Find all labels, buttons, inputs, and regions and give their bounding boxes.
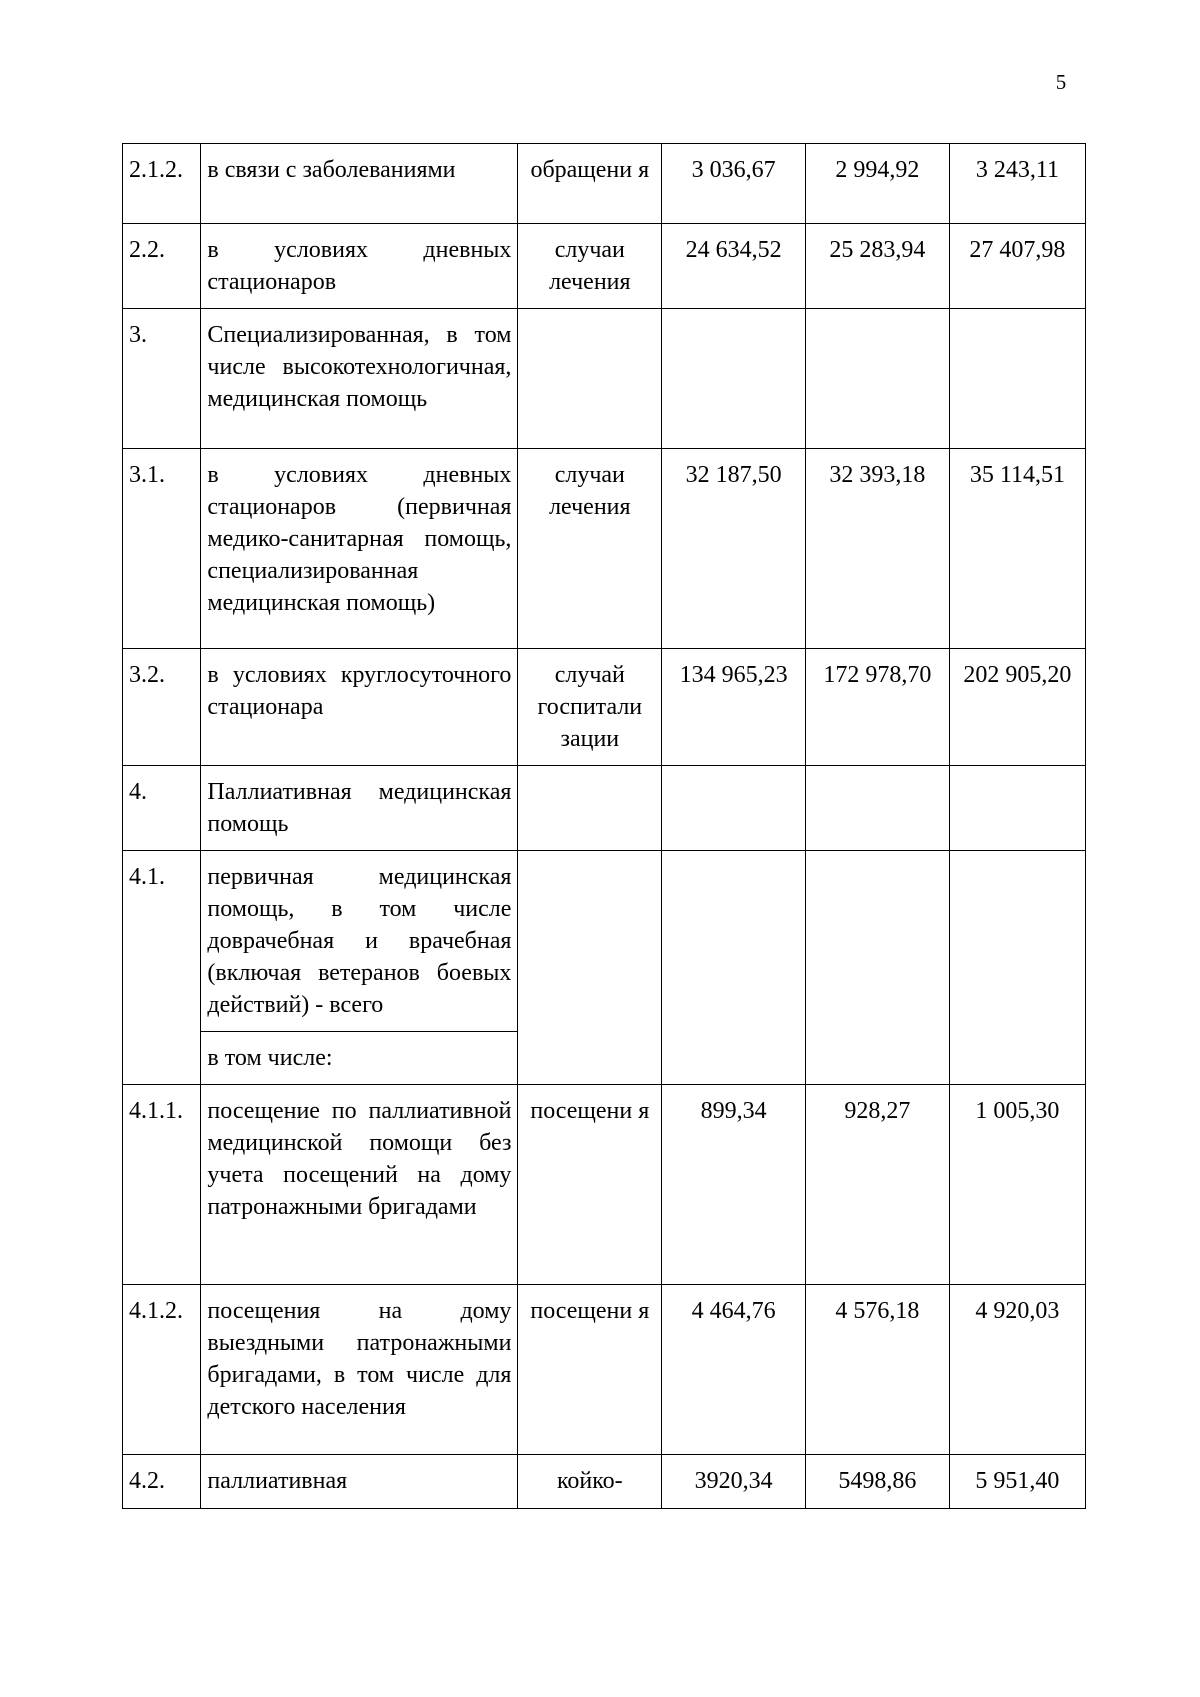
row-value-2: 928,27 — [805, 1085, 949, 1285]
table-row — [123, 309, 1086, 449]
row-number: 4.2. — [123, 1455, 201, 1509]
row-value-3: 4 920,03 — [949, 1285, 1085, 1455]
row-description: в условиях дневных стационаров (первичная медико-санитарная помощь, специализированная медицинская помощь) — [201, 449, 518, 649]
row-unit: случаи лечения — [518, 224, 662, 309]
row-unit — [518, 766, 662, 851]
row-value-1: 134 965,23 — [662, 649, 806, 766]
row-value-1: 3920,34 — [662, 1455, 806, 1509]
row-value-2 — [805, 309, 949, 449]
table-row — [123, 1085, 1086, 1285]
row-description: Специализированная, в том числе высокотехнологичная, медицинская помощь — [201, 309, 518, 449]
table-row — [123, 1285, 1086, 1455]
tariff-table — [122, 143, 1086, 1509]
row-unit — [518, 309, 662, 449]
row-number: 3. — [123, 309, 201, 449]
row-value-1 — [662, 309, 806, 449]
table-row — [123, 449, 1086, 649]
row-description: паллиативная — [201, 1455, 518, 1509]
row-value-2: 25 283,94 — [805, 224, 949, 309]
table-row — [123, 144, 1086, 224]
row-value-2: 2 994,92 — [805, 144, 949, 224]
row-unit: случаи лечения — [518, 449, 662, 649]
row-unit — [518, 851, 662, 1085]
row-number: 4. — [123, 766, 201, 851]
row-value-1: 32 187,50 — [662, 449, 806, 649]
row-description: в условиях дневных стационаров — [201, 224, 518, 309]
row-number: 2.2. — [123, 224, 201, 309]
row-value-1: 3 036,67 — [662, 144, 806, 224]
row-value-3: 1 005,30 — [949, 1085, 1085, 1285]
page-number: 5 — [1055, 70, 1067, 94]
row-value-3: 27 407,98 — [949, 224, 1085, 309]
row-number: 4.1. — [123, 851, 201, 1085]
row-description: посещение по паллиативной медицинской помощи без учета посещений на дому патронажными бригадами — [201, 1085, 518, 1285]
row-unit: посещени я — [518, 1285, 662, 1455]
row-unit: койко- — [518, 1455, 662, 1509]
row-unit: посещени я — [518, 1085, 662, 1285]
row-number: 3.2. — [123, 649, 201, 766]
row-value-2: 172 978,70 — [805, 649, 949, 766]
row-description: первичная медицинская помощь, в том числе доврачебная и врачебная (включая ветеранов боевых действий) - всего — [201, 851, 518, 1032]
table-row — [123, 224, 1086, 309]
row-subheading: в том числе: — [201, 1032, 518, 1085]
row-value-3: 3 243,11 — [949, 144, 1085, 224]
row-unit: случай госпитали зации — [518, 649, 662, 766]
row-value-3: 35 114,51 — [949, 449, 1085, 649]
row-number: 4.1.2. — [123, 1285, 201, 1455]
row-value-1 — [662, 766, 806, 851]
row-description: Паллиативная медицинская помощь — [201, 766, 518, 851]
row-number: 3.1. — [123, 449, 201, 649]
row-value-1: 899,34 — [662, 1085, 806, 1285]
table-row — [123, 1455, 1086, 1509]
row-value-1: 24 634,52 — [662, 224, 806, 309]
row-value-1: 4 464,76 — [662, 1285, 806, 1455]
row-value-2 — [805, 766, 949, 851]
row-number: 4.1.1. — [123, 1085, 201, 1285]
row-value-2: 5498,86 — [805, 1455, 949, 1509]
row-value-3 — [949, 766, 1085, 851]
row-description: в условиях круглосуточного стационара — [201, 649, 518, 766]
row-description: в связи с заболеваниями — [201, 144, 518, 224]
table-row — [123, 649, 1086, 766]
row-number: 2.1.2. — [123, 144, 201, 224]
row-value-3 — [949, 851, 1085, 1085]
row-value-2: 4 576,18 — [805, 1285, 949, 1455]
row-value-1 — [662, 851, 806, 1085]
row-value-2: 32 393,18 — [805, 449, 949, 649]
row-value-3 — [949, 309, 1085, 449]
row-value-2 — [805, 851, 949, 1085]
table-row — [123, 851, 1086, 1032]
row-description: посещения на дому выездными патронажными бригадами, в том числе для детского населения — [201, 1285, 518, 1455]
table-row — [123, 766, 1086, 851]
row-value-3: 202 905,20 — [949, 649, 1085, 766]
row-value-3: 5 951,40 — [949, 1455, 1085, 1509]
row-unit: обращени я — [518, 144, 662, 224]
